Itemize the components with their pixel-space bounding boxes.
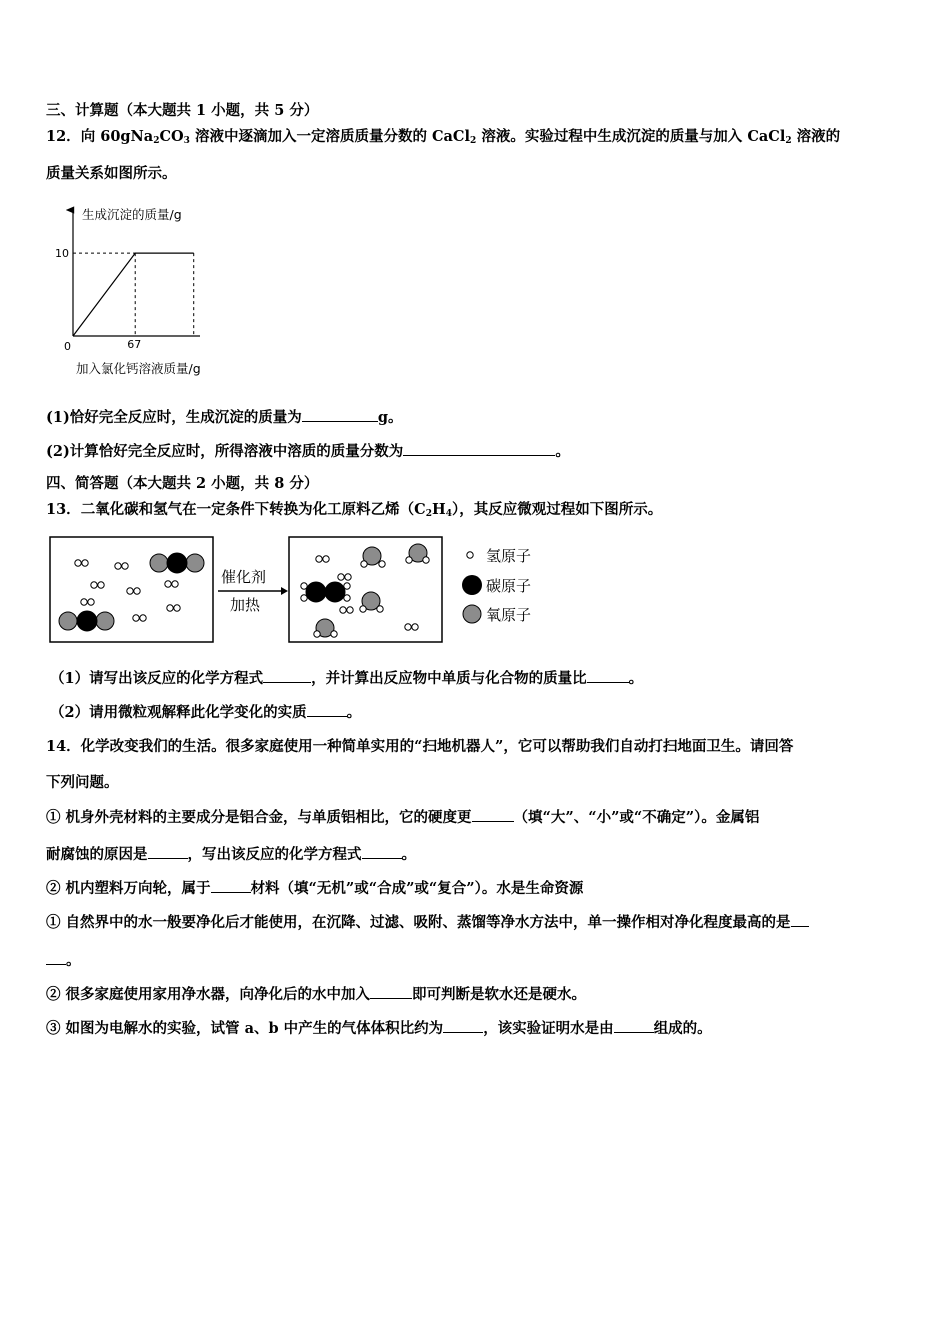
legend-carbon: 碳原子: [486, 577, 532, 595]
q12-sub1-unit: g。: [377, 409, 403, 426]
answer-blank[interactable]: [148, 844, 188, 859]
q12-sub1: [46, 407, 402, 428]
x-axis-label: 加入氯化钙溶液质量/g: [76, 361, 201, 376]
q13-sub1-text: （1）请写出该反应的化学方程式: [50, 670, 264, 687]
q14-text: 组成的。: [653, 1020, 712, 1037]
q12-line1: [46, 127, 840, 151]
q12-text: 溶液中逐滴加入一定溶质质量分数的 CaCl: [189, 128, 470, 145]
precipitate-chart: [40, 200, 240, 380]
q13-sub1-text: ，并计算出反应物中单质与化合物的质量比: [311, 670, 587, 687]
q14-line9: [46, 1018, 712, 1039]
catalyst-label: 催化剂: [221, 568, 267, 586]
q14-text: ② 机内塑料万向轮，属于: [46, 880, 211, 897]
q12-text: CO: [159, 128, 184, 145]
legend-oxygen: 氧原子: [486, 606, 532, 624]
origin-label: 0: [64, 340, 71, 353]
hydrogen-atom-icon: [467, 552, 473, 558]
answer-blank[interactable]: [362, 844, 402, 859]
q13-text: ），其反应微观过程如下图所示。: [451, 501, 663, 518]
subscript: 3: [183, 136, 190, 146]
answer-blank[interactable]: [403, 441, 555, 456]
q14-text: 即可判断是软水还是硬水。: [412, 986, 587, 1003]
series-line: [73, 253, 194, 336]
reaction-diagram: [48, 534, 608, 646]
q14-text: （填“大”、“小”或“不确定”）。金属铝: [513, 809, 760, 826]
q12-text: 溶液的: [791, 128, 841, 145]
q14-line2: 下列问题。: [46, 774, 119, 791]
answer-blank[interactable]: [370, 984, 412, 999]
q14-line1: 14．化学改变我们的生活。很多家庭使用一种简单实用的“扫地机器人”，它可以帮助我们自动打扫地面卫生。请回答: [46, 738, 794, 755]
q13-line1: [46, 500, 662, 524]
subscript: 2: [153, 136, 160, 146]
q12-line2: 质量关系如图所示。: [46, 165, 177, 182]
y-axis-label: 生成沉淀的质量/g: [82, 207, 182, 222]
subscript: 2: [785, 136, 792, 146]
q14-text: ② 很多家庭使用家用净水器，向净化后的水中加入: [46, 986, 371, 1003]
ethylene-molecule: [301, 582, 350, 602]
q13-text: H: [432, 501, 446, 518]
q14-text: 材料（填“无机”或“合成”或“复合”）。水是生命资源: [250, 880, 584, 897]
co2-molecule: [150, 553, 204, 573]
legend-hydrogen: 氢原子: [486, 547, 532, 565]
q14-text: ① 机身外壳材料的主要成分是铝合金，与单质铝相比，它的硬度更: [46, 809, 472, 826]
q13-text: 二氧化碳和氢气在一定条件下转换为化工原料乙烯（C: [80, 501, 426, 518]
q14-text: ① 自然界中的水一般要净化后才能使用，在沉降、过滤、吸附、蒸馏等净水方法中，单一操作相对净化程度最高的是: [46, 914, 791, 931]
answer-blank[interactable]: [472, 807, 514, 822]
oxygen-atom-icon: [463, 605, 481, 623]
q13-sub2-text: （2）请用微粒观解释此化学变化的实质: [50, 704, 307, 721]
q14-text: 耐腐蚀的原因是: [46, 846, 148, 863]
q12-text: 向 60gNa: [80, 128, 154, 145]
x-tick-label: 67: [127, 338, 142, 351]
q14-text: ，该实验证明水是由: [483, 1020, 614, 1037]
subscript: 2: [470, 136, 477, 146]
q14-line6: [46, 912, 809, 933]
subscript: 4: [445, 509, 452, 519]
heating-label: 加热: [230, 596, 261, 614]
water-molecule: [360, 592, 383, 612]
q14-line3: [46, 807, 759, 828]
q12-sub2-end: 。: [555, 443, 570, 460]
section4-title: 四、简答题（本大题共 2 小题，共 8 分）: [46, 475, 319, 492]
q14-text: ③ 如图为电解水的实验，试管 a、b 中产生的气体体积比约为: [46, 1020, 444, 1037]
q12-text: 溶液。实验过程中生成沉淀的质量与加入 CaCl: [476, 128, 786, 145]
answer-blank[interactable]: [263, 668, 311, 683]
water-molecule: [406, 544, 429, 563]
q14-text: 。: [66, 952, 81, 969]
q14-line4: [46, 844, 416, 865]
carbon-atom-icon: [462, 575, 482, 595]
co2-molecule: [59, 611, 114, 631]
answer-blank[interactable]: [443, 1018, 483, 1033]
q13-sub2: [50, 702, 361, 723]
answer-blank[interactable]: [307, 702, 347, 717]
section3-title: 三、计算题（本大题共 1 小题，共 5 分）: [46, 102, 319, 119]
answer-blank[interactable]: [302, 407, 378, 422]
answer-blank[interactable]: [587, 668, 629, 683]
q14-text: ，写出该反应的化学方程式: [187, 846, 362, 863]
q12-number: 12．: [46, 128, 81, 145]
y-tick-label: 10: [55, 247, 69, 261]
q12-sub1-text: (1)恰好完全反应时，生成沉淀的质量为: [46, 409, 302, 426]
q14-line8: [46, 984, 586, 1005]
q14-text: 。: [401, 846, 416, 863]
arrow-head: [281, 587, 288, 595]
answer-blank[interactable]: [614, 1018, 654, 1033]
q13-number: 13．: [46, 501, 81, 518]
answer-blank[interactable]: [791, 912, 809, 927]
q13-sub2-end: 。: [346, 704, 362, 721]
q14-line5: [46, 878, 583, 899]
q12-sub2-text: (2)计算恰好完全反应时，所得溶液中溶质的质量分数为: [46, 443, 404, 460]
q13-sub1-end: 。: [628, 670, 644, 687]
q14-line7: [46, 950, 81, 971]
q12-sub2: [46, 441, 570, 462]
answer-blank[interactable]: [46, 950, 66, 965]
water-molecule: [314, 619, 337, 637]
subscript: 2: [425, 509, 432, 519]
q13-sub1: [50, 668, 643, 689]
water-molecule: [361, 547, 385, 567]
answer-blank[interactable]: [211, 878, 251, 893]
